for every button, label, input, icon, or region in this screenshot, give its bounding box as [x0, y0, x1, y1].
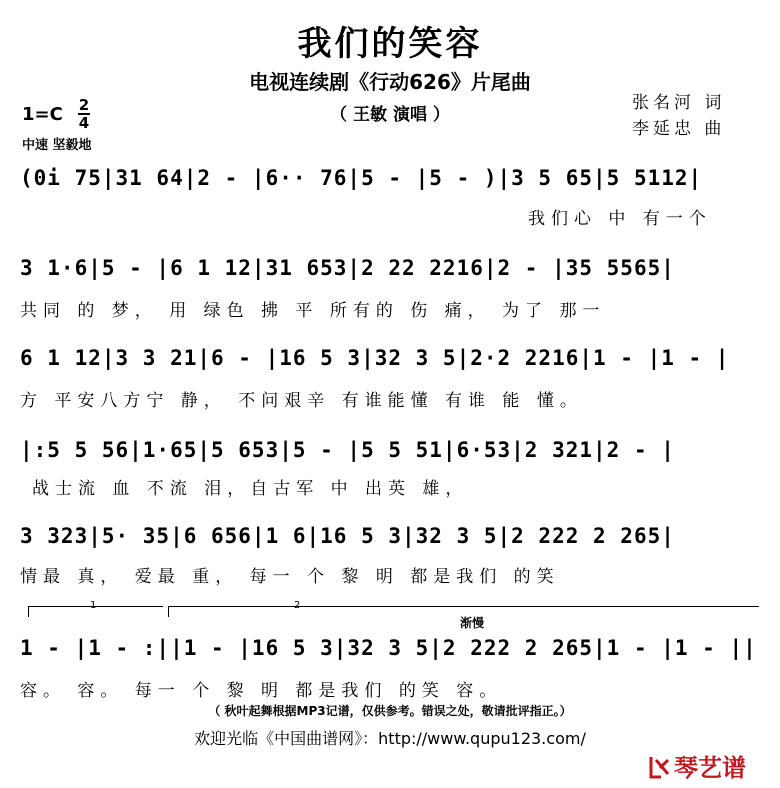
subtitle: 电视连续剧《行动626》片尾曲 — [249, 70, 531, 94]
score-row-6-lyrics: 容。 容。 每一 个 黎 明 都是我们 的笑 容。 — [20, 681, 503, 701]
composer-credit: 李延忠 曲 — [632, 119, 726, 139]
score-row-5-notes: 3 323|5· 35|6 656|1 6|16 5 3|32 3 5|2 222 2 265| — [20, 524, 675, 548]
score-row-3-lyrics: 方 平安八方宁 静， 不问艰辛 有谁能懂 有谁 能 懂。 — [20, 391, 583, 411]
volta-1-label: 1 — [90, 600, 97, 611]
score-row-4-notes: |:5 5 56|1·65|5 653|5 - |5 5 51|6·53|2 321|2 - | — [20, 438, 675, 462]
volta-2-label: 2 — [294, 600, 301, 611]
score-row-1-notes: (0i 75|31 64|2 - |6·· 76|5 - |5 - )|3 5 65|5 5112| — [20, 166, 703, 190]
score-row-6-notes: 1 - |1 - :||1 - |16 5 3|32 3 5|2 222 2 265|1 - |1 - || — [20, 636, 757, 660]
tempo-change-marking: 渐慢 — [460, 616, 485, 630]
score-row-4-lyrics: 战士流 血 不流 泪，自古军 中 出英 雄， — [32, 479, 469, 499]
logo-text: 琴艺谱 — [674, 754, 746, 782]
logo-mark-icon — [648, 754, 672, 780]
page-title: 我们的笑容 — [297, 24, 483, 64]
score-row-3-notes: 6 1 12|3 3 21|6 - |16 5 3|32 3 5|2·2 2216|1 - |1 - | — [20, 346, 730, 370]
score-row-1-lyrics: 我们心 中 有一个 — [528, 209, 712, 229]
lyricist-credit: 张名河 词 — [632, 93, 726, 113]
time-signature-top: 2 — [78, 96, 90, 114]
score-row-5-lyrics: 情最 真， 爱最 重， 每一 个 黎 明 都是我们 的笑 — [20, 567, 560, 587]
website-welcome: 欢迎光临《中国曲谱网》：http://www.qupu123.com/ — [194, 729, 586, 748]
time-signature — [78, 97, 90, 131]
key-signature: 1=C — [22, 104, 63, 125]
score-row-2-lyrics: 共同 的 梦， 用 绿色 拂 平 所有的 伤 痛， 为了 那一 — [20, 301, 606, 321]
time-signature-bottom: 4 — [78, 114, 90, 132]
score-row-2-notes: 3 1·6|5 - |6 1 12|31 653|2 22 2216|2 - |35 5565| — [20, 256, 675, 280]
transcription-note: （ 秋叶起舞根据MP3记谱，仅供参考。错误之处，敬请批评指正。） — [208, 704, 572, 718]
site-logo — [648, 748, 746, 783]
tempo-marking: 中速 坚毅地 — [22, 138, 92, 153]
singer-credit: （ 王敏 演唱 ） — [330, 105, 450, 125]
